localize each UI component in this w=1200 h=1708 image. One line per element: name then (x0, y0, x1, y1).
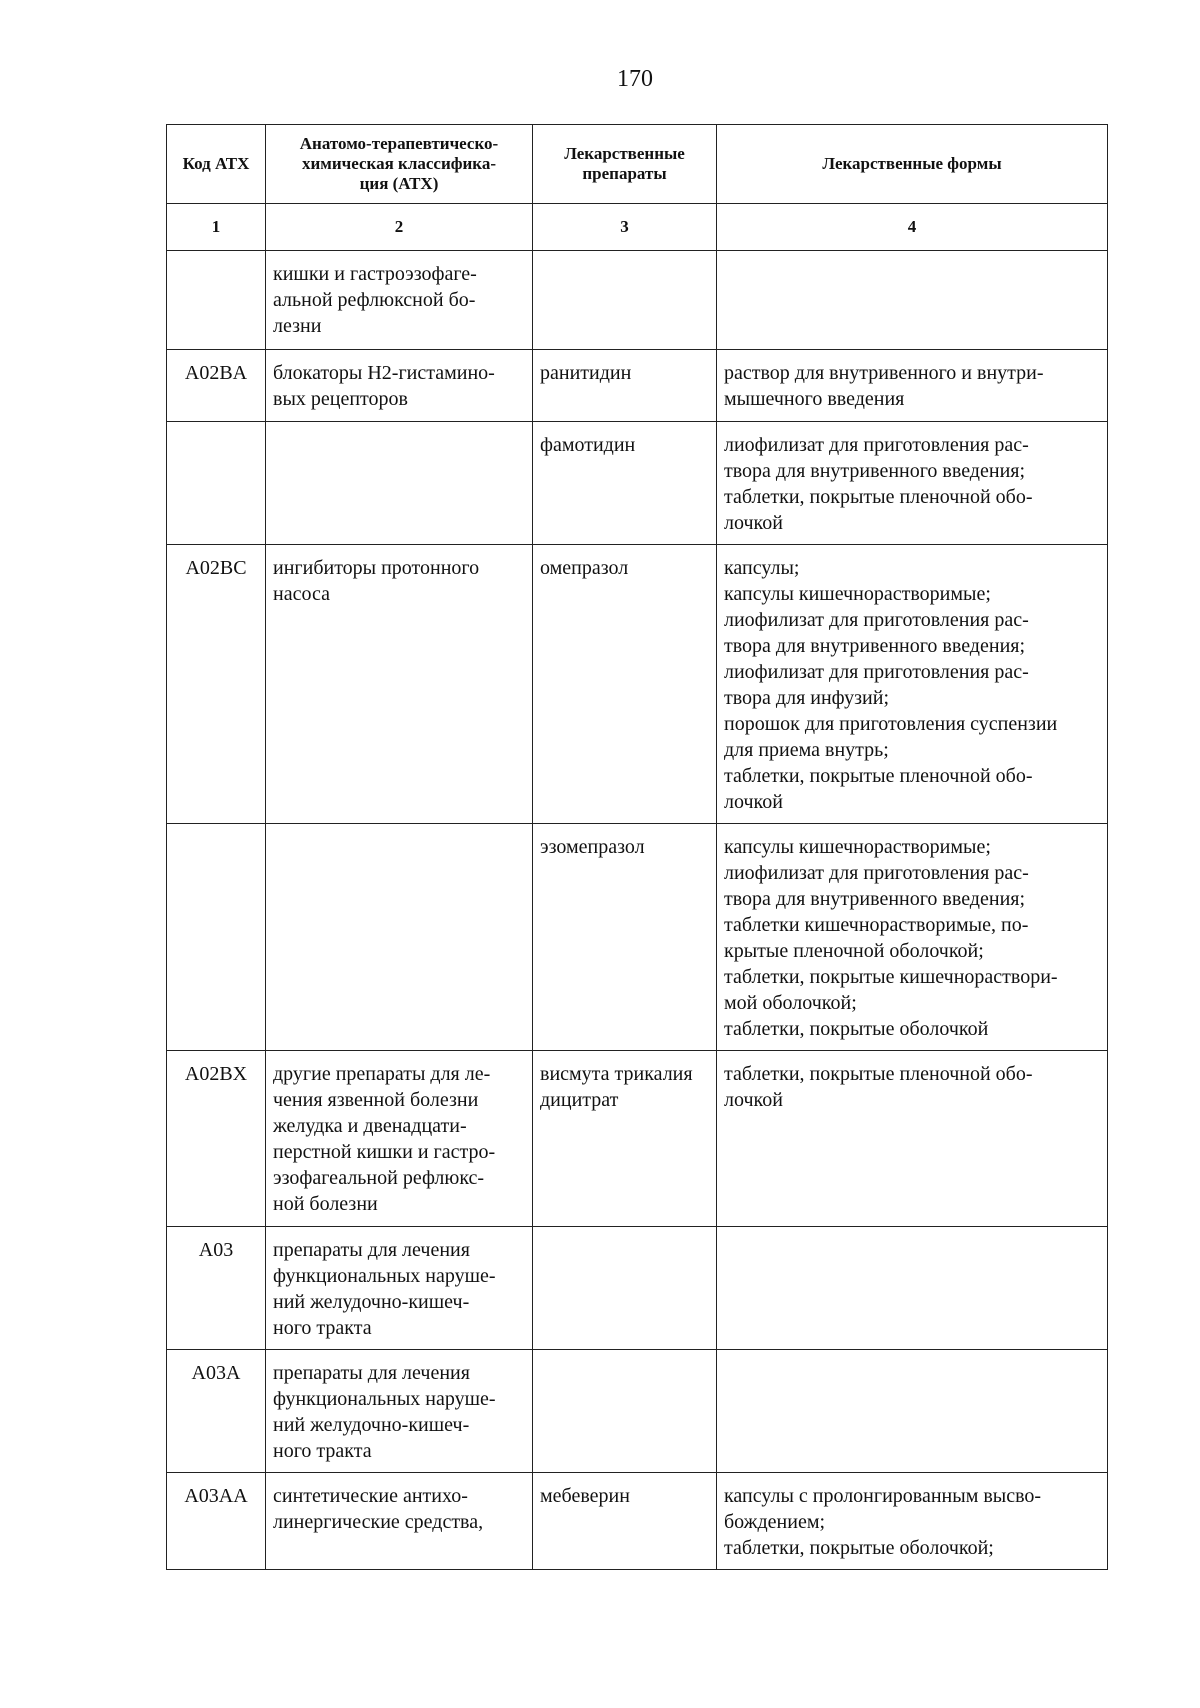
row-classification: препараты для лечения функциональных наруше- ний желудочно-кишеч- ного тракта (266, 1227, 533, 1350)
row-drug: висмута трикалия дицитрат (533, 1051, 717, 1227)
column-number-row (167, 204, 1108, 251)
row-classification: кишки и гастроэзофаге- альной рефлюксной бо- лезни (266, 251, 533, 350)
row-drug: фамотидин (533, 422, 717, 545)
header-code: Код АТХ (167, 125, 266, 204)
row-drug (533, 251, 717, 350)
row-code: A03 (167, 1227, 266, 1350)
table-row (167, 1350, 1108, 1473)
column-number: 2 (266, 204, 533, 251)
table-row (167, 350, 1108, 422)
table-row (167, 824, 1108, 1051)
header-forms: Лекарственные формы (717, 125, 1108, 204)
row-code: A02BC (167, 545, 266, 824)
row-classification: синтетические антихо- линергические средства, (266, 1473, 533, 1570)
row-classification: другие препараты для ле- чения язвенной болезни желудка и двенадцати- перстной кишки и гастро- эзофагеальной рефлюкс- ной болезни (266, 1051, 533, 1227)
column-number: 3 (533, 204, 717, 251)
row-drug (533, 1227, 717, 1350)
table-row (167, 1473, 1108, 1570)
row-drug: омепразол (533, 545, 717, 824)
table-header-row (167, 125, 1108, 204)
row-drug: ранитидин (533, 350, 717, 422)
row-drug (533, 1350, 717, 1473)
row-forms: капсулы кишечнорастворимые; лиофилизат для приготовления рас- твора для внутривенного введения; таблетки кишечнорастворимые, по- крытые пленочной оболочкой; таблетки, покрытые кишечнораствори- мой оболочкой; таблетки, покрытые оболочкой (717, 824, 1108, 1051)
row-forms: раствор для внутривенного и внутри- мышечного введения (717, 350, 1108, 422)
row-classification (266, 422, 533, 545)
atx-drug-table (166, 124, 1108, 1570)
table-row (167, 545, 1108, 824)
table-row (167, 422, 1108, 545)
row-forms (717, 251, 1108, 350)
row-code (167, 251, 266, 350)
row-forms: лиофилизат для приготовления рас- твора для внутривенного введения; таблетки, покрытые пленочной обо- лочкой (717, 422, 1108, 545)
row-code: A02BX (167, 1051, 266, 1227)
row-classification (266, 824, 533, 1051)
row-forms: капсулы; капсулы кишечнорастворимые; лиофилизат для приготовления рас- твора для внутривенного введения; лиофилизат для приготовления рас- твора для инфузий; порошок для приготовления суспензии для приема внутрь; таблетки, покрытые пленочной обо- лочкой (717, 545, 1108, 824)
row-drug: мебеверин (533, 1473, 717, 1570)
row-code: A03A (167, 1350, 266, 1473)
row-code: A02BA (167, 350, 266, 422)
row-forms (717, 1227, 1108, 1350)
row-code (167, 824, 266, 1051)
header-drugs: Лекарственные препараты (533, 125, 717, 204)
table-row (167, 1051, 1108, 1227)
row-code (167, 422, 266, 545)
column-number: 1 (167, 204, 266, 251)
row-classification: блокаторы Н2-гистамино- вых рецепторов (266, 350, 533, 422)
row-classification: ингибиторы протонного насоса (266, 545, 533, 824)
table-row (167, 251, 1108, 350)
column-number: 4 (717, 204, 1108, 251)
page-number: 170 (617, 66, 653, 92)
header-classification: Анатомо-терапевтическо- химическая классифика- ция (АТХ) (266, 125, 533, 204)
row-drug: эзомепразол (533, 824, 717, 1051)
row-forms: таблетки, покрытые пленочной обо- лочкой (717, 1051, 1108, 1227)
table-row (167, 1227, 1108, 1350)
row-classification: препараты для лечения функциональных наруше- ний желудочно-кишеч- ного тракта (266, 1350, 533, 1473)
row-forms: капсулы с пролонгированным высво- бождением; таблетки, покрытые оболочкой; (717, 1473, 1108, 1570)
row-forms (717, 1350, 1108, 1473)
row-code: A03AA (167, 1473, 266, 1570)
